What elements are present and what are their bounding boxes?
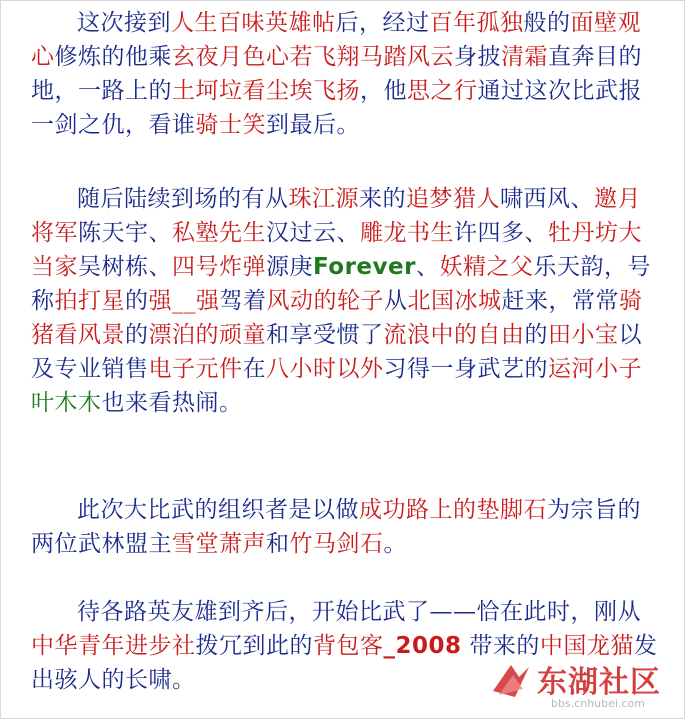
text-segment: 看尘埃飞扬: [242, 78, 360, 104]
text-segment: 北国冰城: [407, 288, 502, 314]
dongfu-logo-icon: [489, 657, 535, 703]
text-segment: 也来看热闹。: [101, 390, 243, 416]
text-segment: 、: [415, 254, 440, 280]
text-segment: 通过这次比武报一剑之仇，看谁: [31, 78, 642, 138]
text-segment: 发出骇人的长啸。: [31, 633, 658, 693]
text-segment: ，他: [360, 78, 407, 104]
text-segment: 思之行: [407, 78, 478, 104]
text-segment: 、: [148, 254, 172, 280]
text-segment: 叶木木: [31, 390, 102, 416]
text-segment: 啸西风: [500, 186, 571, 212]
text-segment: 直奔目的地，一路上的: [31, 44, 642, 104]
text-segment: 和享受惯了: [266, 322, 384, 348]
text-segment: 此次大比武的组织者是以做: [77, 497, 359, 523]
text-segment: 玄夜月色: [172, 44, 266, 70]
text-segment: 修炼的他乘: [54, 44, 172, 70]
text-segment: Forever: [313, 254, 416, 280]
text-segment: 运河小子: [548, 356, 642, 382]
text-segment: 成功路上的垫脚石: [359, 497, 547, 523]
text-segment: 习得一身武艺的: [383, 356, 548, 382]
text-segment: 雪堂萧声: [172, 531, 266, 557]
text-segment: 妖精之父: [439, 254, 534, 280]
text-segment: 赶来，常常: [501, 288, 619, 314]
text-segment: 以及专业销售: [31, 322, 642, 382]
text-segment: 四号炸弹: [172, 254, 266, 280]
text-segment: 身披: [454, 44, 501, 70]
text-segment: 从: [384, 288, 408, 314]
text-segment: 漂泊的顽童: [148, 322, 266, 348]
watermark: [489, 655, 679, 715]
text-segment: 。: [383, 531, 407, 557]
text-segment: 中华青年进步社: [31, 633, 196, 659]
text-segment: 、: [524, 220, 548, 246]
text-segment: 待各路英友雄到齐后，开始比武了——恰在此时，刚从: [77, 599, 641, 625]
text-segment: 为宗旨的两位武林盟主: [31, 497, 641, 557]
paragraph-3: [31, 493, 661, 561]
text-segment: 、: [570, 186, 594, 212]
text-segment: 般的: [523, 10, 571, 36]
text-segment: ，号称: [31, 254, 651, 314]
text-segment: 流浪中的自由: [383, 322, 525, 348]
text-segment: 后，经过: [335, 10, 430, 36]
text-segment: 、: [148, 220, 172, 246]
text-segment: 马踏风云: [360, 44, 454, 70]
text-segment: 电子元件: [148, 356, 243, 382]
text-segment: 土坷垃: [172, 78, 243, 104]
text-segment: 在: [242, 356, 266, 382]
text-segment: 人生百味英雄帖: [171, 10, 336, 36]
text-segment: 背包客: [313, 633, 384, 659]
text-segment: 珠江源: [288, 186, 359, 212]
text-segment: 来的: [359, 186, 406, 212]
text-segment: 追梦猎人: [406, 186, 500, 212]
text-segment: 随后陆续到场的有从: [77, 186, 289, 212]
text-segment: 陈天宇: [78, 220, 149, 246]
watermark-url: bbs.cnhubei.com: [551, 697, 645, 710]
text-segment: 强__强: [148, 288, 220, 314]
text-segment: 汉过云: [266, 220, 337, 246]
watermark-brand: 东湖社区: [537, 665, 661, 700]
text-segment: 竹马剑石: [289, 531, 384, 557]
text-segment: 雕龙书生: [360, 220, 454, 246]
text-segment: 源庚: [266, 254, 313, 280]
text-segment: 乐天韵: [533, 254, 604, 280]
text-segment: 骑猪看风景: [31, 288, 643, 348]
text-segment: 到最后。: [266, 112, 360, 138]
text-segment: 和: [266, 531, 290, 557]
text-segment: 骑士笑: [195, 112, 266, 138]
text-segment: 驾着: [219, 288, 267, 314]
text-segment: 邀月将军: [31, 186, 641, 246]
text-segment: 私塾先生: [172, 220, 266, 246]
text-segment: 许四多: [454, 220, 525, 246]
text-segment: 八小时以外: [266, 356, 384, 382]
text-segment: _2008: [383, 633, 462, 659]
text-segment: 心若飞翔: [266, 44, 360, 70]
text-segment: 、: [336, 220, 360, 246]
text-segment: 百年孤独: [429, 10, 524, 36]
text-segment: 拨冗到此的: [195, 633, 313, 659]
text-segment: 牡丹坊大当家: [31, 220, 642, 280]
text-segment: 吴树栋: [78, 254, 149, 280]
paragraph-2: [31, 182, 661, 420]
paragraph-1: [31, 6, 661, 142]
text-segment: 面壁观心: [31, 10, 641, 70]
text-segment: 田小宝: [548, 322, 619, 348]
text-segment: 风动的轮子: [266, 288, 384, 314]
text-segment: 的: [125, 322, 149, 348]
text-segment: 清霜: [501, 44, 548, 70]
text-segment: 的: [524, 322, 548, 348]
text-segment: 这次接到: [77, 10, 171, 36]
text-segment: 拍打星: [54, 288, 125, 314]
text-segment: 中国龙猫: [539, 633, 634, 659]
text-segment: 的: [125, 288, 149, 314]
text-segment: 带来的: [461, 633, 540, 659]
